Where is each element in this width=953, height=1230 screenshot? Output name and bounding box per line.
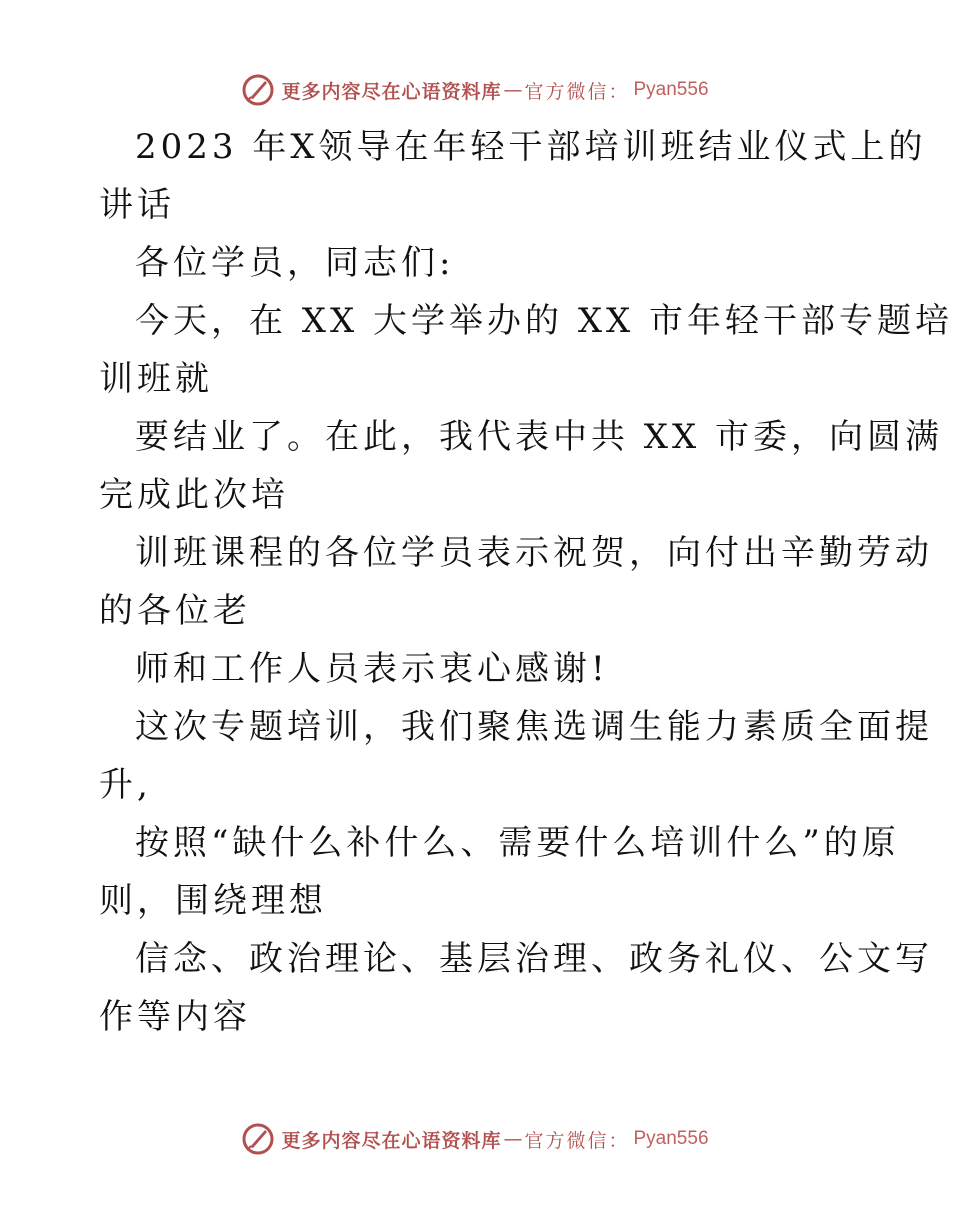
doc-line-11: 这次专题培训，我们聚焦选调生能力素质全面提 [135, 707, 933, 747]
doc-line-7: 完成此次培 [99, 475, 289, 515]
footer-wechat-id: Pyan556 [633, 1128, 709, 1149]
header-watermark-banner [0, 70, 950, 110]
doc-line-5: 训班就 [99, 359, 213, 399]
header-dash: — [503, 79, 523, 101]
footer-watermark-banner [0, 1119, 950, 1159]
doc-line-9: 的各位老 [99, 591, 251, 631]
doc-line-6: 要结业了。在此，我代表中共 XX 市委，向圆满 [135, 417, 944, 457]
doc-line-12: 升, [99, 765, 152, 805]
doc-line-10: 师和工作人员表示衷心感谢! [135, 649, 609, 689]
header-wechat-id: Pyan556 [633, 79, 709, 100]
doc-line-1: 2023 年X领导在年轻干部培训班结业仪式上的 [135, 127, 927, 167]
header-wechat-label: 官方微信： [524, 80, 630, 103]
doc-line-3: 各位学员，同志们: [135, 243, 455, 283]
doc-line-16: 作等内容 [99, 997, 251, 1037]
footer-wechat-label: 官方微信： [524, 1129, 630, 1152]
quill-logo-icon [241, 1122, 275, 1156]
footer-brand-text: 更多内容尽在心语资料库 [281, 1129, 502, 1152]
document-body [99, 118, 953, 1046]
footer-dash: — [503, 1128, 523, 1150]
quill-logo-icon [241, 73, 275, 107]
doc-line-8: 训班课程的各位学员表示祝贺，向付出辛勤劳动 [135, 533, 933, 573]
doc-line-14: 则，围绕理想 [99, 881, 327, 921]
doc-line-15: 信念、政治理论、基层治理、政务礼仪、公文写 [135, 939, 933, 979]
doc-line-13: 按照“缺什么补什么、需要什么培训什么”的原 [135, 823, 900, 863]
doc-line-4: 今天，在 XX 大学举办的 XX 市年轻干部专题培 [135, 301, 953, 341]
header-brand-text: 更多内容尽在心语资料库 [281, 80, 502, 103]
doc-line-2: 讲话 [99, 185, 175, 225]
